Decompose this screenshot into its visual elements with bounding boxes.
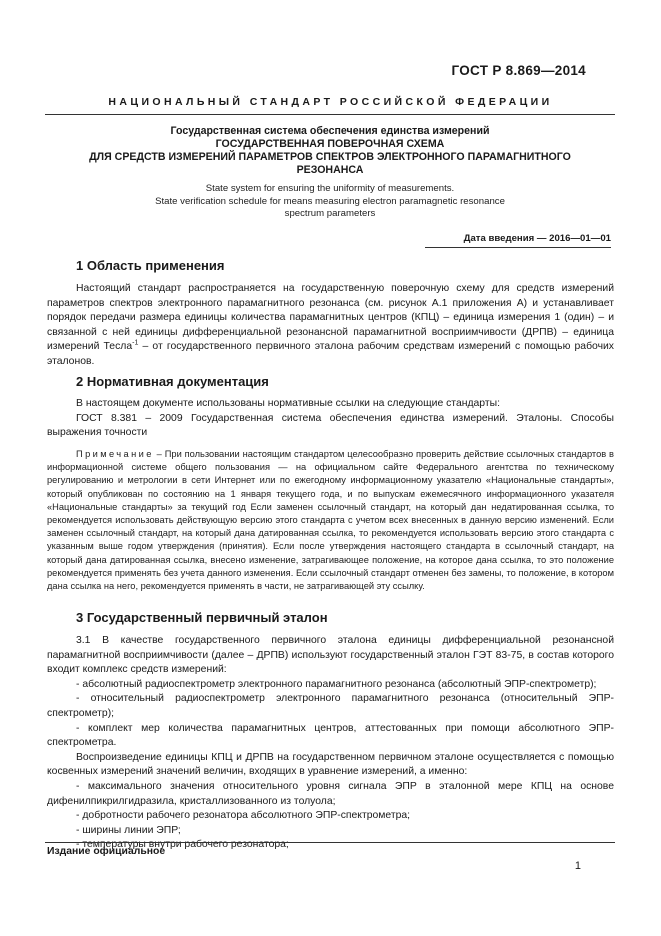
note-label: Примечание bbox=[76, 449, 154, 459]
introduction-date: Дата введения — 2016—01—01 bbox=[463, 233, 611, 244]
section-3-heading: 3 Государственный первичный эталон bbox=[76, 610, 328, 625]
section-3-item-1: - абсолютный радиоспектрометр электронного парамагнитного резонанса (абсолютный ЭПР-спектрометр); bbox=[76, 678, 597, 690]
section-3-measure-4: - температуры внутри рабочего резонатора; bbox=[76, 839, 289, 851]
section-1-text bbox=[47, 282, 614, 370]
section-1-text-b: – от государственного первичного эталона рабочим средствам измерений с помощью рабочих эталонов. bbox=[47, 341, 614, 367]
section-3-paragraph-1: 3.1 В качестве государственного первичного эталона единицы дифференциальной резонансной парамагнитной восприимчивости (далее – ДРПВ) используют государственный эталон ГЭТ 83-75, в состав которого входит комплекс средств измерений: bbox=[47, 635, 614, 676]
national-standard-banner: НАЦИОНАЛЬНЫЙ СТАНДАРТ РОССИЙСКОЙ ФЕДЕРАЦИИ bbox=[108, 96, 553, 108]
official-edition-label: Издание официальное bbox=[47, 846, 166, 857]
footer-divider bbox=[45, 842, 615, 843]
section-2-paragraph-1: В настоящем документе использованы нормативные ссылки на следующие стандарты: bbox=[76, 398, 500, 409]
title-block bbox=[45, 125, 615, 177]
section-1-paragraph bbox=[47, 282, 614, 370]
note-text: – При пользовании настоящим стандартом целесообразно проверить действие ссылочных стандартов в информационной системе общего пользования — на официальном сайте Федерального агентства по техническому регулированию и метрологии в сети Интернет или по ежегодному информационному указателю «Национальные стандарты», который опубликован по состоянию на 1 января текущего года, и по выпускам ежемесячного информационного указателя «Национальные стандарты» за текущий год Если заменен ссылочный стандарт, на который дан недатированная ссылка, то рекомендуется использовать действующую версию этого стандарта с учетом всех внесенных в данную версию изменений. Если заменен ссылочный стандарт, на который дана датированная ссылка, то рекомендуется использовать версию этого стандарта с указанным выше годом утверждения (принятия). Если после утверждения настоящего стандарта в ссылочный стандарт, на который дана датированная ссылка, внесено изменение, затрагивающее положение, на которое дана ссылка, то это положение рекомендуется применять без учета данного изменения. Если ссылочный стандарт отменен без замены, то положение, в котором дана ссылка на него, рекомендуется применять в части, не затрагивающей эту ссылку. bbox=[47, 449, 614, 592]
title-line-4: РЕЗОНАНСА bbox=[296, 164, 364, 176]
note-paragraph bbox=[47, 448, 614, 593]
section-1-heading: 1 Область применения bbox=[76, 258, 225, 273]
english-title-line-2: State verification schedule for means measuring electron paramagnetic resonance bbox=[155, 195, 505, 207]
header-divider bbox=[45, 114, 615, 115]
section-2-paragraph-2: ГОСТ 8.381 – 2009 Государственная система обеспечения единства измерений. Эталоны. Способы выражения точности bbox=[47, 412, 614, 439]
english-title-block bbox=[45, 183, 615, 221]
section-3-paragraph-2: Воспроизведение единицы КПЦ и ДРПВ на государственном первичном эталоне осуществляется с помощью косвенных измерений значений величин, входящих в уравнение измерений, а именно: bbox=[47, 751, 614, 778]
section-3-item-2: - относительный радиоспектрометр электронного парамагнитного резонанса (относительный ЭПР-спектрометр); bbox=[47, 693, 614, 719]
section-1-text-a: Настоящий стандарт распространяется на государственную поверочную схему для средств измерений параметров спектров электронного парамагнитного резонанса (см. рисунок А.1 приложения А) и устанавливает порядок передачи размера единицы количества парамагнитных центров (КПЦ) – единица измерения 1 (один) – и связанной с ней единицы дифференциальной резонансной парамагнитной восприимчивости (ДРПВ) – единица измерений Тесла bbox=[47, 283, 614, 353]
section-3-measure-3: - ширины линии ЭПР; bbox=[76, 824, 181, 836]
section-3-measure-2: - добротности рабочего резонатора абсолютного ЭПР-спектрометра; bbox=[76, 810, 411, 822]
title-line-2: ГОСУДАРСТВЕННАЯ ПОВЕРОЧНАЯ СХЕМА bbox=[215, 138, 445, 150]
tesla-exponent: -1 bbox=[132, 339, 139, 347]
page-number: 1 bbox=[574, 860, 581, 872]
title-line-1: Государственная система обеспечения единства измерений bbox=[170, 125, 490, 137]
section-2-text bbox=[47, 397, 614, 441]
section-3-text bbox=[47, 634, 614, 853]
document-code: ГОСТ Р 8.869—2014 bbox=[451, 63, 586, 78]
english-title-line-1: State system for ensuring the uniformity of measurements. bbox=[205, 183, 455, 194]
english-title-line-3: spectrum parameters bbox=[284, 208, 376, 219]
section-3-measure-1: - максимального значения относительного уровня сигнала ЭПР в эталонной мере КПЦ на основе дифенилпикрилгидразила, кристаллизованного из толуола; bbox=[47, 780, 614, 807]
introduction-date-divider bbox=[425, 247, 611, 248]
section-2-note bbox=[47, 448, 614, 593]
title-line-3: ДЛЯ СРЕДСТВ ИЗМЕРЕНИЙ ПАРАМЕТРОВ СПЕКТРОВ ЭЛЕКТРОННОГО ПАРАМАГНИТНОГО bbox=[89, 151, 571, 163]
section-2-heading: 2 Нормативная документация bbox=[76, 374, 269, 389]
section-3-item-3: - комплект мер количества парамагнитных центров, аттестованных при помощи абсолютного ЭПР-спектрометра. bbox=[47, 722, 614, 749]
